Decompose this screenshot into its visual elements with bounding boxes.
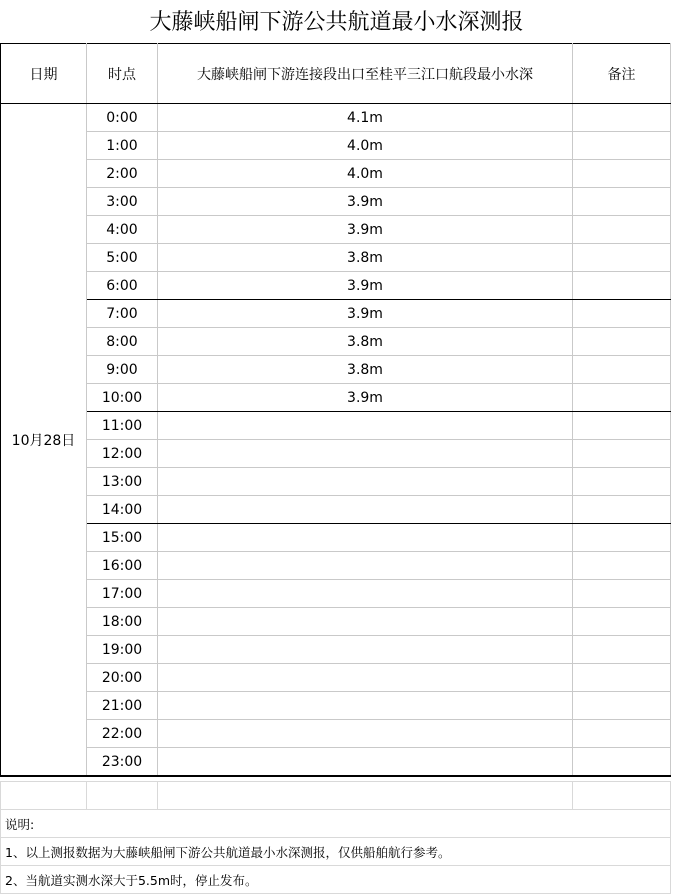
depth-cell xyxy=(158,608,573,636)
depth-cell xyxy=(158,748,573,777)
notes-line-1: 1、以上测报数据为大藤峡船闸下游公共航道最小水深测报，仅供船舶航行参考。 xyxy=(1,838,671,866)
time-cell: 21:00 xyxy=(87,692,158,720)
remark-cell xyxy=(573,748,671,777)
depth-cell: 3.8m xyxy=(158,328,573,356)
remark-cell xyxy=(573,440,671,468)
time-cell: 18:00 xyxy=(87,608,158,636)
remark-cell xyxy=(573,384,671,412)
time-cell: 17:00 xyxy=(87,580,158,608)
time-cell: 13:00 xyxy=(87,468,158,496)
time-cell: 20:00 xyxy=(87,664,158,692)
remark-cell xyxy=(573,720,671,748)
remark-cell xyxy=(573,216,671,244)
table-header-row xyxy=(1,44,671,104)
remark-cell xyxy=(573,580,671,608)
remark-cell xyxy=(573,468,671,496)
depth-cell: 3.9m xyxy=(158,300,573,328)
table-row xyxy=(1,496,671,524)
table-row xyxy=(1,216,671,244)
table-row xyxy=(1,244,671,272)
time-cell: 8:00 xyxy=(87,328,158,356)
table-row xyxy=(1,440,671,468)
time-cell: 12:00 xyxy=(87,440,158,468)
depth-cell xyxy=(158,720,573,748)
depth-cell xyxy=(158,692,573,720)
depth-cell xyxy=(158,580,573,608)
depth-cell xyxy=(158,664,573,692)
notes-line-2-row xyxy=(1,866,671,894)
table-row xyxy=(1,104,671,132)
notes-line-1-row xyxy=(1,838,671,866)
depth-cell: 4.0m xyxy=(158,160,573,188)
header-time: 时点 xyxy=(87,44,158,104)
depth-cell xyxy=(158,552,573,580)
table-row xyxy=(1,720,671,748)
time-cell: 9:00 xyxy=(87,356,158,384)
table-row xyxy=(1,160,671,188)
table-row xyxy=(1,580,671,608)
report-title: 大藤峡船闸下游公共航道最小水深测报 xyxy=(149,10,524,35)
remark-cell xyxy=(573,300,671,328)
header-min-depth: 大藤峡船闸下游连接段出口至桂平三江口航段最小水深 xyxy=(158,44,573,104)
time-cell: 22:00 xyxy=(87,720,158,748)
depth-cell: 4.0m xyxy=(158,132,573,160)
notes-heading: 说明: xyxy=(1,810,671,838)
remark-cell xyxy=(573,188,671,216)
table-row xyxy=(1,664,671,692)
depth-cell: 3.9m xyxy=(158,188,573,216)
depth-cell: 3.9m xyxy=(158,384,573,412)
notes-blank-row xyxy=(1,782,671,810)
time-cell: 2:00 xyxy=(87,160,158,188)
remark-cell xyxy=(573,132,671,160)
depth-cell: 3.9m xyxy=(158,272,573,300)
time-cell: 7:00 xyxy=(87,300,158,328)
remark-cell xyxy=(573,244,671,272)
remark-cell xyxy=(573,636,671,664)
time-cell: 14:00 xyxy=(87,496,158,524)
time-cell: 6:00 xyxy=(87,272,158,300)
table-row xyxy=(1,272,671,300)
depth-cell: 4.1m xyxy=(158,104,573,132)
time-cell: 4:00 xyxy=(87,216,158,244)
depth-cell xyxy=(158,412,573,440)
remark-cell xyxy=(573,272,671,300)
depth-cell: 3.8m xyxy=(158,244,573,272)
table-row xyxy=(1,524,671,552)
remark-cell xyxy=(573,328,671,356)
table-row xyxy=(1,132,671,160)
time-cell: 1:00 xyxy=(87,132,158,160)
table-row xyxy=(1,328,671,356)
remark-cell xyxy=(573,608,671,636)
time-cell: 15:00 xyxy=(87,524,158,552)
table-row xyxy=(1,608,671,636)
depth-cell xyxy=(158,524,573,552)
depth-report-table xyxy=(0,43,671,777)
table-row xyxy=(1,552,671,580)
remark-cell xyxy=(573,524,671,552)
depth-cell xyxy=(158,440,573,468)
remark-cell xyxy=(573,160,671,188)
notes-heading-row xyxy=(1,810,671,838)
remark-cell xyxy=(573,356,671,384)
remark-cell xyxy=(573,552,671,580)
header-remark: 备注 xyxy=(573,44,671,104)
time-cell: 11:00 xyxy=(87,412,158,440)
header-date: 日期 xyxy=(1,44,87,104)
table-row xyxy=(1,356,671,384)
time-cell: 0:00 xyxy=(87,104,158,132)
depth-cell xyxy=(158,496,573,524)
depth-cell: 3.8m xyxy=(158,356,573,384)
table-row xyxy=(1,300,671,328)
table-row xyxy=(1,692,671,720)
depth-cell: 3.9m xyxy=(158,216,573,244)
time-cell: 19:00 xyxy=(87,636,158,664)
notes-section xyxy=(0,781,671,894)
remark-cell xyxy=(573,664,671,692)
table-row xyxy=(1,748,671,777)
date-cell: 10月28日 xyxy=(1,104,87,777)
remark-cell xyxy=(573,496,671,524)
depth-cell xyxy=(158,468,573,496)
table-row xyxy=(1,468,671,496)
time-cell: 3:00 xyxy=(87,188,158,216)
table-row xyxy=(1,384,671,412)
time-cell: 10:00 xyxy=(87,384,158,412)
table-row xyxy=(1,412,671,440)
time-cell: 23:00 xyxy=(87,748,158,777)
table-row xyxy=(1,188,671,216)
time-cell: 16:00 xyxy=(87,552,158,580)
remark-cell xyxy=(573,412,671,440)
remark-cell xyxy=(573,692,671,720)
remark-cell xyxy=(573,104,671,132)
table-row xyxy=(1,636,671,664)
notes-line-2: 2、当航道实测水深大于5.5m时，停止发布。 xyxy=(1,866,671,894)
time-cell: 5:00 xyxy=(87,244,158,272)
depth-cell xyxy=(158,636,573,664)
